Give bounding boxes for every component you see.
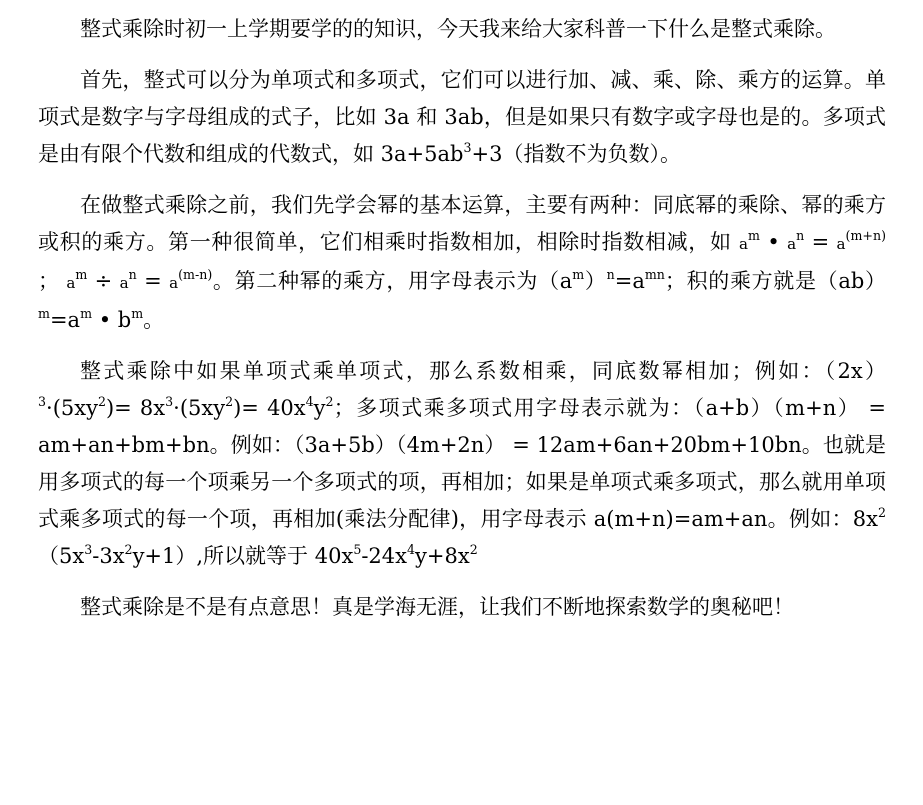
text-run: 。: [143, 308, 165, 332]
superscript-exponent: 3: [165, 394, 174, 410]
text-run: -24x: [361, 544, 407, 568]
text-run: ；多项式乘多项式用字母表示就为：（a+b）（m+n） = am+an+bm+bn。例如：（3a+5b）（4m+2n） = 12am+6an+20bm+10bn。也就是用多项式的每一个项乘另一个多项式的项，再相加；如果是单项式乘多项式，那么就用单项式乘多项式的每一个项，再相加(乘法分配律)，用字母表示 a(m+n)=am+an。例如：8x: [38, 396, 886, 531]
superscript-exponent: m: [38, 306, 50, 322]
text-run: ·(5xy: [173, 396, 226, 420]
superscript-exponent: 2: [124, 542, 133, 558]
text-run: 整式乘除时初一上学期要学的的知识，今天我来给大家科普一下什么是整式乘除。: [80, 17, 836, 41]
text-run: =a: [49, 308, 81, 332]
superscript-exponent: n: [128, 267, 137, 283]
superscript-exponent: m: [131, 306, 144, 322]
superscript-exponent: 2: [877, 505, 886, 521]
text-run: （5x: [38, 544, 85, 568]
text-run: y+1）,所以就等于 40x: [132, 544, 354, 568]
text-run: )= 8x: [105, 396, 166, 420]
text-run: -3x: [92, 544, 125, 568]
paragraph-intro: [38, 11, 886, 48]
text-run: ；: [38, 269, 67, 293]
text-run: 首先，整式可以分为单项式和多项式，它们可以进行加、减、乘、除、乘方的运算。单项式是数字与字母组成的式子，比如 3a 和 3ab，但是如果只有数字或字母也是的。多项式是由有限个代数和组成的代数式，如 3a+5ab: [38, 68, 886, 166]
superscript-exponent: m: [80, 306, 93, 322]
paragraph-power-rules: [38, 187, 886, 339]
text-run: 整式乘除中如果单项式乘单项式，那么系数相乘，同底数幂相加；例如：（2x）: [80, 359, 886, 383]
text-run: =: [136, 269, 170, 293]
superscript-exponent: 2: [469, 542, 478, 558]
text-run: ·(5xy: [46, 396, 98, 420]
superscript-exponent: 4: [407, 542, 416, 558]
paragraph-polynomial-definition: [38, 62, 886, 173]
text-run: a: [169, 274, 179, 292]
text-run: 。第二种幂的乘方，用字母表示为（a: [212, 269, 573, 293]
paragraph-multiplication-examples: [38, 353, 886, 575]
superscript-exponent: 2: [325, 394, 334, 410]
superscript-exponent: n: [606, 267, 615, 283]
superscript-exponent: mn: [644, 267, 665, 283]
superscript-exponent: (m-n): [178, 267, 213, 283]
text-run: a: [739, 235, 749, 253]
text-run: )= 40x: [233, 396, 306, 420]
text-run: =a: [614, 269, 645, 293]
document-body: [38, 11, 886, 626]
text-run: y+8x: [415, 544, 470, 568]
text-run: •: [759, 230, 788, 254]
text-run: • b: [92, 308, 132, 332]
superscript-exponent: m: [748, 228, 760, 244]
text-run: +3（指数不为负数）。: [471, 142, 681, 166]
superscript-exponent: 3: [463, 140, 472, 156]
superscript-exponent: (m+n): [845, 228, 886, 244]
superscript-exponent: 3: [84, 542, 93, 558]
superscript-exponent: m: [572, 267, 585, 283]
text-run: ）: [584, 269, 607, 293]
text-run: ；积的乘方就是（ab）: [664, 269, 886, 293]
text-run: 整式乘除是不是有点意思！真是学海无涯，让我们不断地探索数学的奥秘吧！: [80, 595, 794, 619]
superscript-exponent: 2: [97, 394, 106, 410]
text-run: a: [836, 235, 846, 253]
superscript-exponent: 3: [38, 394, 47, 410]
paragraph-conclusion: [38, 589, 886, 626]
text-run: a: [66, 274, 76, 292]
superscript-exponent: m: [75, 267, 88, 283]
superscript-exponent: n: [796, 228, 805, 244]
text-run: a: [119, 274, 129, 292]
superscript-exponent: 2: [225, 394, 234, 410]
text-run: y: [313, 396, 326, 420]
text-run: =: [804, 230, 837, 254]
text-run: 在做整式乘除之前，我们先学会幂的基本运算，主要有两种：同底幂的乘除、幂的乘方或积的乘方。第一种很简单，它们相乘时指数相加，相除时指数相减，如: [38, 193, 886, 254]
superscript-exponent: 5: [353, 542, 362, 558]
text-run: ÷: [87, 269, 120, 293]
text-run: a: [787, 235, 797, 253]
superscript-exponent: 4: [305, 394, 314, 410]
